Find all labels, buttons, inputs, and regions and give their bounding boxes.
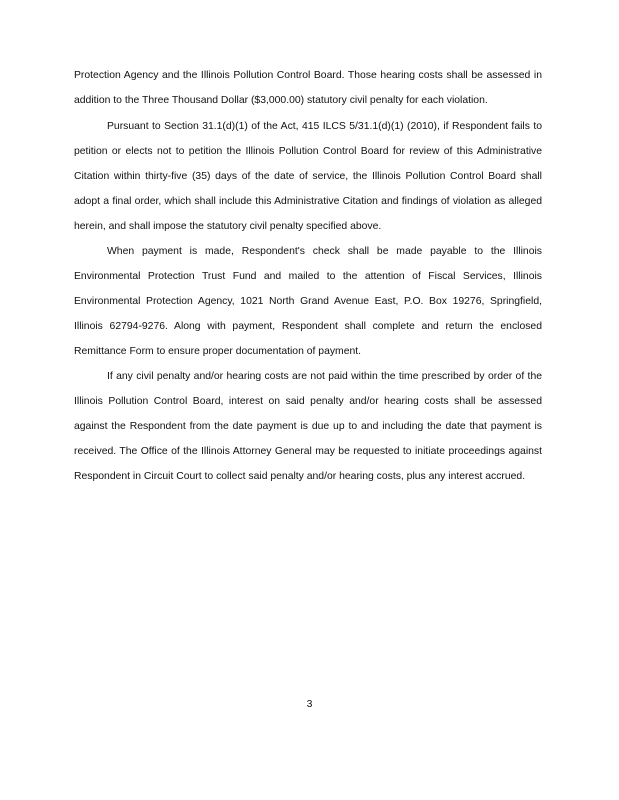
paragraph-4-line-4: received. The Office of the Illinois Attorney General may be requested to initiate proceedings against <box>74 446 542 457</box>
paragraph-4-line-2: Illinois Pollution Control Board, interest on said penalty and/or hearing costs shall be assessed <box>74 396 542 407</box>
paragraph-3-line-5: Remittance Form to ensure proper documentation of payment. <box>74 346 362 357</box>
page-number: 3 <box>306 699 313 710</box>
paragraph-3-line-3: Environmental Protection Agency, 1021 North Grand Avenue East, P.O. Box 19276, Springfield, <box>74 296 542 307</box>
paragraph-3-line-2: Environmental Protection Trust Fund and mailed to the attention of Fiscal Services, Illinois <box>74 271 542 282</box>
paragraph-1-line-1: Protection Agency and the Illinois Pollution Control Board. Those hearing costs shall be assessed in <box>74 70 542 81</box>
paragraph-2-line-3: Citation within thirty-five (35) days of the date of service, the Illinois Pollution Control Board shall <box>74 171 542 182</box>
paragraph-2-line-2: petition or elects not to petition the Illinois Pollution Control Board for review of this Administrative <box>74 146 542 157</box>
paragraph-3-line-1: When payment is made, Respondent's check shall be made payable to the Illinois <box>107 246 542 257</box>
paragraph-2-line-5: herein, and shall impose the statutory civil penalty specified above. <box>74 221 382 232</box>
paragraph-2-line-4: adopt a final order, which shall include this Administrative Citation and findings of violation as alleged <box>74 196 542 207</box>
paragraph-2-line-1: Pursuant to Section 31.1(d)(1) of the Act, 415 ILCS 5/31.1(d)(1) (2010), if Respondent fails to <box>107 121 542 132</box>
paragraph-4-line-5: Respondent in Circuit Court to collect said penalty and/or hearing costs, plus any interest accrued. <box>74 471 526 482</box>
paragraph-3-line-4: Illinois 62794-9276. Along with payment, Respondent shall complete and return the enclosed <box>74 321 542 332</box>
paragraph-4-line-1: If any civil penalty and/or hearing costs are not paid within the time prescribed by order of the <box>107 371 542 382</box>
paragraph-1-line-2: addition to the Three Thousand Dollar ($3,000.00) statutory civil penalty for each violation. <box>74 95 488 106</box>
paragraph-4-line-3: against the Respondent from the date payment is due up to and including the date that payment is <box>74 421 542 432</box>
